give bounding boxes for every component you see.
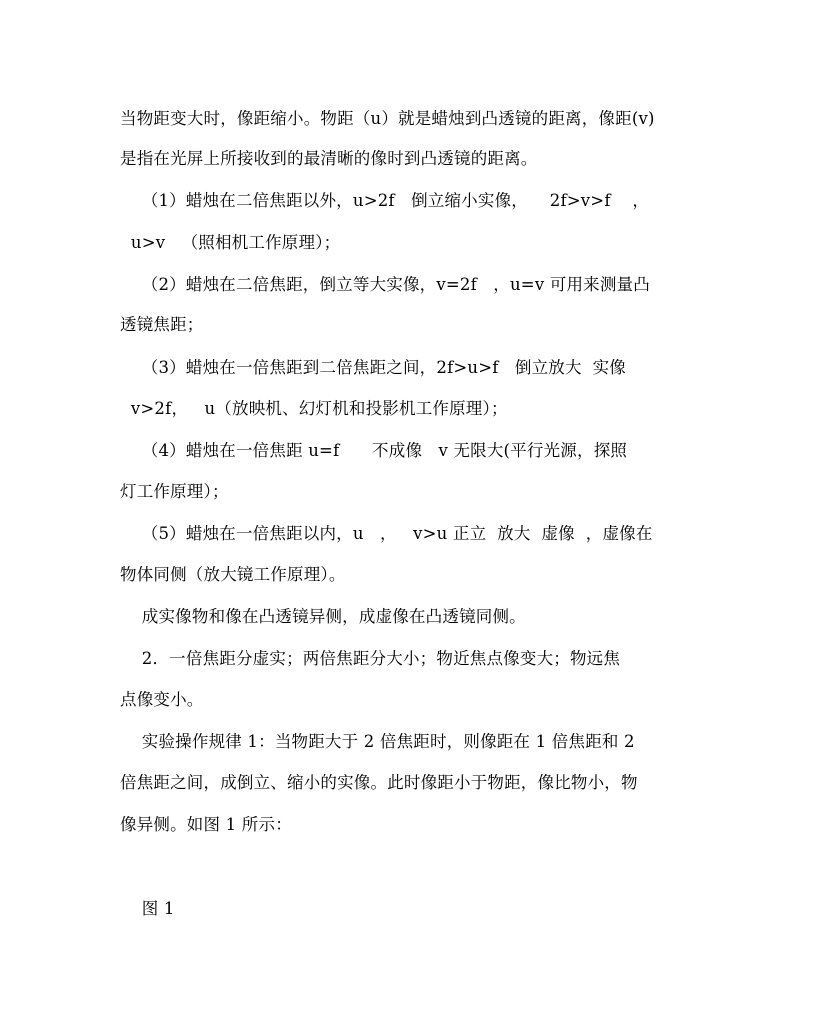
paragraph-line-2: 是指在光屏上所接收到的最清晰的像时到凸透镜的距离。	[120, 149, 538, 168]
paragraph-line-18: 像异侧。如图 1 所示：	[120, 815, 292, 834]
paragraph-line-8: v>2f， u（放映机、幻灯机和投影机工作原理）；	[120, 399, 508, 418]
paragraph-line-16: 实验操作规律 1：当物距大于 2 倍焦距时，则像距在 1 倍焦距和 2	[120, 732, 635, 751]
paragraph-line-5: （2）蜡烛在二倍焦距，倒立等大实像，v=2f ，u=v 可用来测量凸	[120, 275, 650, 294]
paragraph-line-11: （5）蜡烛在一倍焦距以内，u ， v>u 正立 放大 虚像 ，虚像在	[120, 524, 653, 543]
paragraph-line-12: 物体同侧（放大镜工作原理）。	[120, 565, 346, 584]
paragraph-line-3: （1）蜡烛在二倍焦距以外，u>2f 倒立缩小实像， 2f>v>f ，	[120, 191, 650, 210]
paragraph-line-13: 成实像物和像在凸透镜异侧，成虚像在凸透镜同侧。	[120, 607, 526, 626]
paragraph-line-4: u>v （照相机工作原理）；	[120, 233, 341, 252]
paragraph-line-17: 倍焦距之间，成倒立、缩小的实像。此时像距小于物距，像比物小，物	[120, 773, 638, 792]
paragraph-line-1: 当物距变大时，像距缩小。物距（u）就是蜡烛到凸透镜的距离，像距(v)	[120, 109, 655, 128]
figure-caption: 图 1	[120, 899, 175, 918]
paragraph-line-15: 点像变小。	[120, 690, 204, 709]
paragraph-line-9: （4）蜡烛在一倍焦距 u=f 不成像 v 无限大(平行光源，探照	[120, 441, 628, 460]
paragraph-line-14: 2．一倍焦距分虚实；两倍焦距分大小；物近焦点像变大；物远焦	[120, 649, 621, 668]
paragraph-line-7: （3）蜡烛在一倍焦距到二倍焦距之间，2f>u>f 倒立放大 实像	[120, 358, 626, 377]
paragraph-line-10: 灯工作原理）；	[120, 482, 229, 501]
paragraph-line-6: 透镜焦距；	[120, 315, 204, 334]
